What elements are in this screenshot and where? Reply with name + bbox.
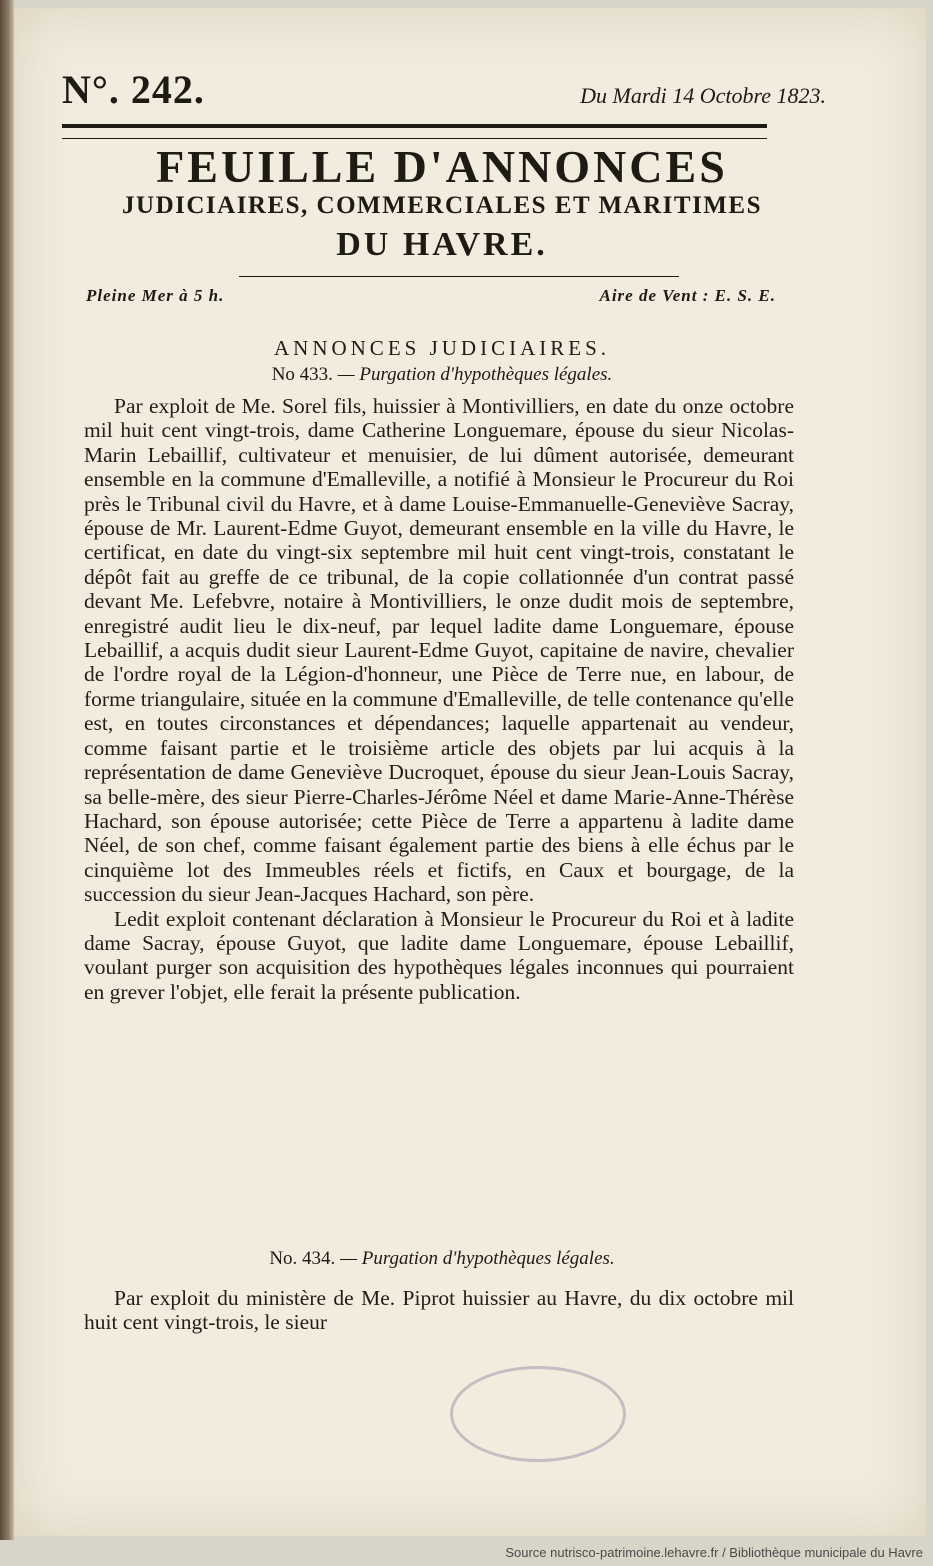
announcement-number: No. 434. — [269, 1248, 336, 1269]
masthead-thin-rule — [239, 276, 679, 277]
newspaper-page — [14, 8, 926, 1536]
announcement-paragraph: Par exploit de Me. Sorel fils, huissier à Montivilliers, en date du onze octobre mil huit cent vingt-trois, dame Catherine Longuemare, épouse du sieur Nicolas-Marin Lebaillif, cultivateur et menuisier, de lui dûment autorisée, demeurant ensemble en la commune d'Emalleville, a notifié à Monsieur le Procureur du Roi près le Tribunal civil du Havre, et à dame Louise-Emmanuelle-Geneviève Sacray, épouse de Mr. Laurent-Edme Guyot, demeurant ensemble en la ville du Havre, le certificat, en date du vingt-six septembre mil huit cent vingt-trois, constatant le dépôt fait au greffe de ce tribunal, de la copie collationnée d'un contrat passé devant Me. Lefebvre, notaire à Montivilliers, le onze dudit mois de septembre, enregistré audit lieu le dix-neuf, par lequel ladite dame Longuemare, épouse Lebaillif, a acquis dudit sieur Laurent-Edme Guyot, capitaine de navire, chevalier de l'ordre royal de la Légion-d'honneur, une Pièce de Terre nue, en labour, de forme triangulaire, située en la commune d'Emalleville, de telle contenance qu'elle est, en toutes circonstances et dépendances; laquelle appartenait au vendeur, comme faisant partie et le troisième article des objets par lui acquis à la représentation de dame Geneviève Ducroquet, épouse du sieur Jean-Louis Sacray, sa belle-mère, des sieur Pierre-Charles-Jérôme Néel et dame Marie-Anne-Thérèse Hachard, son épouse autorisée; cette Pièce de Terre a appartenu à ladite dame Néel, de son chef, comme faisant également partie des biens à elle échus par le cinquième lot des Immeubles réels et fictifs, en Caux et bourgage, de la succession du sieur Jean-Jacques Hachard, son père. — [84, 394, 794, 907]
masthead-top-line — [62, 66, 826, 116]
book-binding-edge — [0, 0, 14, 1540]
section-heading: ANNONCES JUDICIAIRES. — [273, 336, 610, 360]
newspaper-subtitle: JUDICIAIRES, COMMERCIALES ET MARITIMES — [122, 192, 762, 219]
announcement-paragraph: Par exploit du ministère de Me. Piprot huissier au Havre, du dix octobre mil huit cent vingt-trois, le sieur — [84, 1286, 794, 1335]
announcement-433-heading — [62, 364, 822, 386]
announcement-subject: — Purgation d'hypothèques légales. — [340, 1248, 615, 1269]
newspaper-title: FEUILLE D'ANNONCES — [156, 141, 728, 192]
issue-date: Du Mardi 14 Octobre 1823. — [580, 83, 826, 108]
issue-number: N°. 242. — [62, 67, 205, 112]
announcement-number: No 433. — [271, 364, 333, 385]
announcement-433-body — [84, 394, 794, 1004]
announcement-subject: — Purgation d'hypothèques légales. — [337, 364, 613, 385]
masthead-double-rule — [62, 124, 767, 139]
library-stamp-icon — [450, 1366, 626, 1462]
announcement-434-body — [84, 1286, 794, 1335]
high-tide-time: Pleine Mer à 5 h. — [86, 286, 225, 305]
announcement-434-heading — [62, 1248, 822, 1270]
announcement-paragraph: Ledit exploit contenant déclaration à Monsieur le Procureur du Roi et à ladite dame Sacray, épouse Guyot, que ladite dame Longuemare, épouse Lebaillif, voulant purger son acquisition des hypothèques légales inconnues qui pourraient en grever l'objet, elle ferait la présente publication. — [84, 906, 794, 1004]
newspaper-city: DU HAVRE. — [336, 226, 548, 263]
tide-wind-line — [86, 286, 776, 306]
source-credit: Source nutrisco-patrimoine.lehavre.fr / Bibliothèque municipale du Havre — [505, 1545, 923, 1560]
wind-direction: Aire de Vent : E. S. E. — [599, 286, 776, 305]
